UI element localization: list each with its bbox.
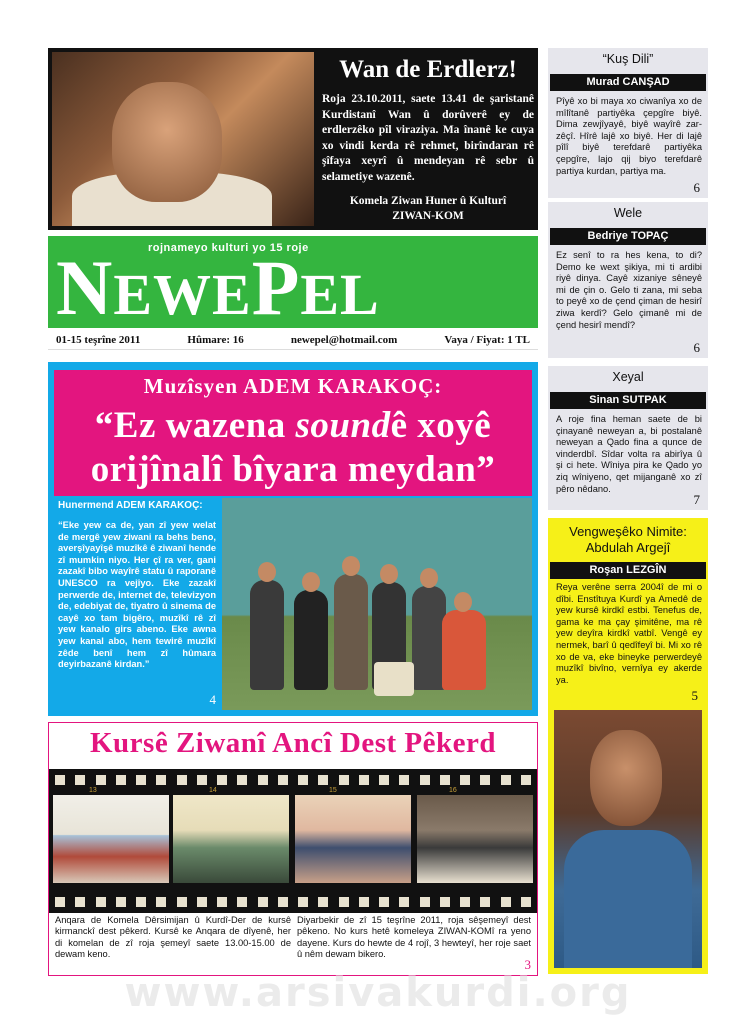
course-photo bbox=[417, 795, 533, 883]
notice-signature bbox=[322, 194, 534, 224]
singer-photo bbox=[554, 710, 702, 968]
course-article bbox=[48, 722, 538, 976]
column-title: Xeyal bbox=[612, 370, 644, 384]
course-photo bbox=[53, 795, 169, 883]
newspaper-logo: NEWEPEL bbox=[56, 244, 380, 331]
column-text: Pîyê xo bi maya xo ciwanîya xo de mîlîtanê partiyêka çepgîre biyê. Dima zewjîyayê, biyê wayîrê zar-zêçî. Hîrê lajê xo biyê. Her di lajê pîlî biyê terefdarê partiyêka çepgîre, lajo qij biyo terefdarê partiya kurdan, partiya ma. bbox=[556, 96, 702, 176]
frame-number: 14 bbox=[209, 787, 217, 794]
column-title: “Kuş Dili” bbox=[602, 52, 654, 66]
page-ref: 3 bbox=[524, 957, 531, 972]
interview-headline-box bbox=[54, 370, 532, 496]
page-ref: 6 bbox=[693, 340, 700, 355]
column-vengwesek bbox=[548, 518, 708, 974]
notice-body: Roja 23.10.2011, saete 13.41 de şaristanê Kurdistanî Wan û dorûverê ey de erdlerzêko pîl viraziya. Ma înanê ke cuya xo vindi kerda rê rehmet, birîndaran rê şîfaya xeyrî û mendeyan rê sebr û selametiye wazenê. bbox=[322, 93, 534, 183]
column-title: Vengweşêko Nimite: Abdulah Argejî bbox=[569, 524, 687, 555]
interview-quote-column bbox=[54, 498, 220, 710]
notice-org: Komela Ziwan Huner û Kulturî bbox=[349, 195, 507, 207]
interview-title: “Ez wazena soundê xoyê orijînalî bîyara meydan” bbox=[90, 405, 496, 490]
column-text: Ez senî to ra hes kena, to di? Demo ke wext şikiya, mi ti ardibi riyê dinya. Cayê xizaniye sêneyê mi de çin o. Gelo ti zana, mi seba to peyê xo de çend çiman de hesirî ziwa kerdî? Gelo çimanê mi de çend hesirî mendî? bbox=[556, 250, 702, 330]
earthquake-notice bbox=[48, 48, 538, 230]
page-ref: 5 bbox=[691, 688, 698, 703]
interview-subject: Hunermend ADEM KARAKOÇ: bbox=[58, 500, 203, 511]
column-xeyal bbox=[548, 366, 708, 510]
watermark: www.arsivakurdi.org bbox=[124, 970, 632, 1016]
column-wele bbox=[548, 202, 708, 358]
frame-number: 16 bbox=[449, 787, 457, 794]
tagline: rojnameyo kulturi yo 15 roje bbox=[148, 242, 309, 254]
page-ref: 4 bbox=[209, 692, 216, 707]
column-kus-dili bbox=[548, 48, 708, 198]
issue-date: 01-15 teşrîne 2011 bbox=[56, 333, 141, 346]
page-ref: 6 bbox=[693, 180, 700, 195]
band-photo bbox=[222, 498, 532, 710]
page-ref: 7 bbox=[693, 492, 700, 507]
column-text: Reya verêne serra 2004î de mi o dîbi. Enstîtuya Kurdî ya Amedê de yew kursê kirdkî estbi. Tenefus de, gama ke ma çay şimitêne, ma rê yew deyîra kirdkî vatbî. Vengê ey nermek, barî û qedîfeyî bi. Mi xo rê xo de va, eke bineyke perwerdeyê muzîkî bivîno, vernîya ey akerde ya. bbox=[556, 582, 702, 685]
boy-photo bbox=[52, 52, 314, 226]
interview-section bbox=[48, 362, 538, 716]
column-author: Murad CANŞAD bbox=[550, 74, 706, 91]
masthead bbox=[48, 236, 538, 331]
notice-org-short: ZIWAN-KOM bbox=[392, 210, 464, 222]
column-text: A roje fina heman saete de bi çinayanê neweyan a, bi postalanê neweyan a Qado fina a qunce de vinderdbî. Sîdar volta ra abirîya û şi ci hete. Wîniya pira ke Qado yo ziq wîniyeno, qet mijanganê xo zî pêro nêdano. bbox=[556, 414, 702, 494]
interview-kicker: Muzîsyen ADEM KARAKOÇ: bbox=[143, 374, 443, 398]
course-photo bbox=[173, 795, 289, 883]
interview-quote: “Eke yew ca de, yan zî yew welat de mergê yew ziwani ra behs beno, averşîyayîşê muzîkê ê ziwanî hende zî mumkin niyo. Her çî ra ver, gani zazakî bibo wayîrê statu û raporanê UNESCO ra vejîyo. Eke zazakî perwerde de, internet de, televizyon de, edebiyat de, tiyatro û sinema de cayê xo tam bigêro, muzîkî rê zî yew kanalo girs abeno. Eke awna yew kanal abo, hem tewirê muzîkî zêde benî hem zî hûmara deyirbazanê kirdan.” bbox=[58, 520, 216, 670]
frame-number: 13 bbox=[89, 787, 97, 794]
course-text-left: Anqara de Komela Dêrsimijan û Kurdî-Der de kursê kirmanckî dest pêkerd. Kursê ke Anqara de dîyenê, her di komelan de zî roja şemeyî saete 13.00-15.00 de dewam keno. bbox=[55, 915, 291, 960]
notice-title: Wan de Erdlerz! bbox=[339, 56, 517, 83]
column-author: Sinan SUTPAK bbox=[550, 392, 706, 409]
course-title: Kursê Ziwanî Ancî Dest Pêkerd bbox=[90, 727, 496, 759]
column-author: Bedriye TOPAÇ bbox=[550, 228, 706, 245]
course-photo bbox=[295, 795, 411, 883]
column-author: Roşan LEZGÎN bbox=[550, 562, 706, 579]
issue-number: Hûmare: 16 bbox=[187, 333, 244, 346]
column-title: Wele bbox=[613, 206, 643, 220]
contact-email[interactable]: newepel@hotmail.com bbox=[290, 333, 398, 346]
course-text-right: Diyarbekir de zî 15 teşrîne 2011, roja sêşemeyî dest pêkeno. No kurs hetê komeleya ZIWAN-KOMî ra yeno dayene. Kurs do hewte de 4 rojî, 3 hewteyî, her roje saet û nêm dewam bikero. bbox=[297, 915, 531, 960]
frame-number: 15 bbox=[329, 787, 337, 794]
price: Vaya / Fiyat: 1 TL bbox=[444, 333, 530, 346]
filmstrip-photos bbox=[49, 769, 537, 913]
issue-info-bar bbox=[48, 330, 538, 350]
